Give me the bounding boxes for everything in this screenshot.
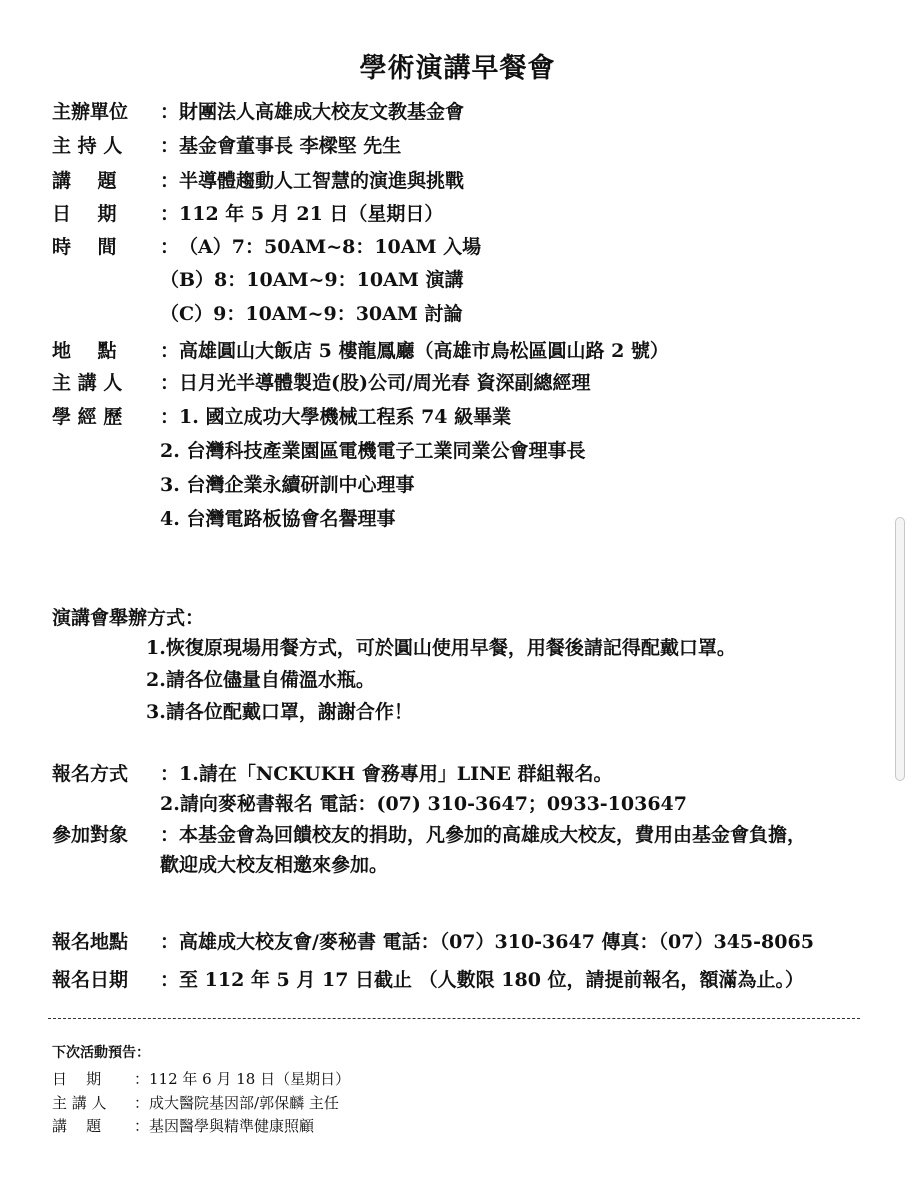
next-topic-value: 基因醫學與精準健康照顧 <box>149 1117 315 1135</box>
time-item-a: （A）7：50AM~8：10AM 入場 <box>179 236 482 258</box>
host-label: 主 持 人 <box>52 135 123 157</box>
next-speaker-value: 成大醫院基因部/郭保麟 主任 <box>149 1094 339 1112</box>
next-date-value: 112 年 6 月 18 日（星期日） <box>149 1070 351 1088</box>
topic-value: 半導體趨動人工智慧的演進與挑戰 <box>179 170 465 192</box>
next-topic-label: 講 題 <box>52 1117 102 1135</box>
time-item-b: （B）8：10AM~9：10AM 演講 <box>160 269 464 291</box>
registration-item-2: 2.請向麥秘書報名 電話：(07) 310-3647；0933-103647 <box>160 793 688 815</box>
venue-row: 地 點 ：高雄圓山大飯店 5 樓龍鳳廳（高雄市鳥松區圓山路 2 號） <box>52 340 669 362</box>
reg-date-row: 報名日期 ：至 112 年 5 月 17 日截止 （人數限 180 位，請提前報名，額滿為止。） <box>52 969 805 991</box>
speaker-label: 主 講 人 <box>52 372 123 394</box>
host-row: 主 持 人 ：基金會董事長 李樑堅 先生 <box>52 135 402 157</box>
organizer-label: 主辦單位 <box>52 101 129 123</box>
audience-row: 參加對象 ：本基金會為回饋校友的捐助，凡參加的高雄成大校友，費用由基金會負擔， <box>52 824 807 846</box>
venue-label: 地 點 <box>52 340 117 362</box>
reg-date-value: 至 112 年 5 月 17 日截止 （人數限 180 位，請提前報名，額滿為止。） <box>179 969 805 991</box>
registration-item-1: 1.請在「NCKUKH 會務專用」LINE 群組報名。 <box>179 763 613 785</box>
reg-place-label: 報名地點 <box>52 931 129 953</box>
organizer-row: 主辦單位 ：財團法人高雄成大校友文教基金會 <box>52 101 465 123</box>
experience-item-3: 3. 台灣企業永續研訓中心理事 <box>160 474 415 496</box>
experience-row: 學 經 歷 ：1. 國立成功大學機械工程系 74 級畢業 <box>52 406 512 428</box>
time-label: 時 間 <box>52 236 117 258</box>
reg-place-row: 報名地點 ：高雄成大校友會/麥秘書 電話：（07）310-3647 傳真：（07）345-8065 <box>52 931 814 953</box>
date-label: 日 期 <box>52 203 117 225</box>
scrollbar-thumb[interactable] <box>895 517 905 781</box>
method-item-1: 1.恢復原現場用餐方式，可於圓山使用早餐，用餐後請記得配戴口罩。 <box>146 637 736 659</box>
next-heading: 下次活動預告： <box>52 1045 150 1061</box>
next-topic-row: 講 題 ：基因醫學與精準健康照顧 <box>52 1117 315 1135</box>
method-item-3: 3.請各位配戴口罩，謝謝合作！ <box>146 701 413 723</box>
page-title: 學術演講早餐會 <box>359 53 556 84</box>
date-value: 112 年 5 月 21 日（星期日） <box>179 203 444 225</box>
topic-label: 講 題 <box>52 170 117 192</box>
next-speaker-row: 主 講 人 ：成大醫院基因部/郭保麟 主任 <box>52 1094 339 1112</box>
organizer-value: 財團法人高雄成大校友文教基金會 <box>179 101 465 123</box>
reg-place-value: 高雄成大校友會/麥秘書 電話：（07）310-3647 傳真：（07）345-8065 <box>179 931 814 953</box>
venue-value: 高雄圓山大飯店 5 樓龍鳳廳（高雄市鳥松區圓山路 2 號） <box>179 340 669 362</box>
host-value: 基金會董事長 李樑堅 先生 <box>179 135 402 157</box>
experience-item-1: 1. 國立成功大學機械工程系 74 級畢業 <box>179 406 512 428</box>
next-date-label: 日 期 <box>52 1070 102 1088</box>
method-item-2: 2.請各位儘量自備溫水瓶。 <box>146 669 375 691</box>
next-date-row: 日 期 ：112 年 6 月 18 日（星期日） <box>52 1070 351 1088</box>
audience-line-1: 本基金會為回饋校友的捐助，凡參加的高雄成大校友，費用由基金會負擔， <box>179 824 807 846</box>
registration-label: 報名方式 <box>52 763 129 785</box>
registration-row: 報名方式 ：1.請在「NCKUKH 會務專用」LINE 群組報名。 <box>52 763 613 785</box>
time-row: 時 間 ：（A）7：50AM~8：10AM 入場 <box>52 236 482 258</box>
reg-date-label: 報名日期 <box>52 969 129 991</box>
audience-line-2: 歡迎成大校友相邀來參加。 <box>160 854 389 876</box>
dashed-divider <box>48 1018 860 1019</box>
method-heading: 演講會舉辦方式： <box>52 607 205 629</box>
speaker-row: 主 講 人 ：日月光半導體製造(股)公司/周光春 資深副總經理 <box>52 372 591 394</box>
next-speaker-label: 主 講 人 <box>52 1094 107 1112</box>
speaker-value: 日月光半導體製造(股)公司/周光春 資深副總經理 <box>179 372 591 394</box>
date-row: 日 期 ：112 年 5 月 21 日（星期日） <box>52 203 444 225</box>
experience-item-2: 2. 台灣科技產業園區電機電子工業同業公會理事長 <box>160 440 586 462</box>
time-item-c: （C）9：10AM~9：30AM 討論 <box>160 303 463 325</box>
experience-item-4: 4. 台灣電路板協會名譽理事 <box>160 508 396 530</box>
audience-label: 參加對象 <box>52 824 129 846</box>
topic-row: 講 題 ：半導體趨動人工智慧的演進與挑戰 <box>52 170 465 192</box>
experience-label: 學 經 歷 <box>52 406 123 428</box>
